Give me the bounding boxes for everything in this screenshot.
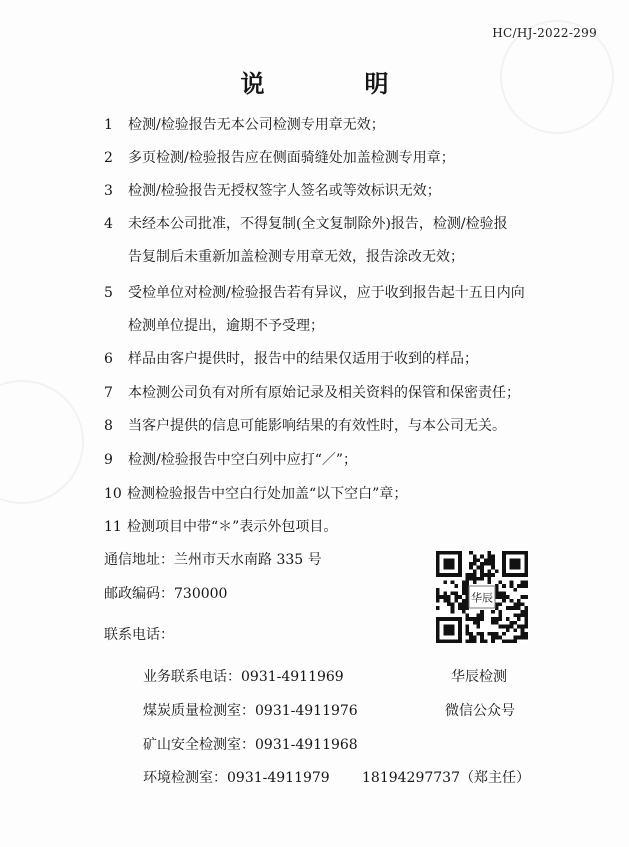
item-text: 检测项目中带“＊”表示外包项目。 <box>127 519 338 535</box>
qr-center-logo: 华辰 <box>470 591 494 605</box>
list-item <box>104 384 520 402</box>
item-text: 检测检验报告中空白行处加盖“以下空白”章； <box>127 486 408 502</box>
item-text: 受检单位对检测/检验报告若有异议，应于收到报告起十五日内向 <box>128 285 525 301</box>
item-number: 1 <box>104 117 113 133</box>
item-text: 样品由客户提供时，报告中的结果仅适用于收到的样品； <box>128 351 478 367</box>
item-text: 检测/检验报告无本公司检测专用章无效； <box>128 117 385 133</box>
phone-line: 业务联系电话：0931-4911969 <box>143 669 344 685</box>
item-text: 本检测公司负有对所有原始记录及相关资料的保管和保密责任； <box>128 385 520 401</box>
phone-line: 矿山安全检测室：0931-4911968 <box>143 737 358 753</box>
list-item <box>104 518 337 536</box>
list-item <box>104 485 407 503</box>
item-continuation: 告复制后未重新加盖检测专用章无效，报告涂改无效； <box>128 249 464 265</box>
phone-line: 煤炭质量检测室：0931-4911976 <box>143 703 358 719</box>
list-item <box>104 451 357 469</box>
page-title: 说 明 <box>240 69 427 98</box>
address-line: 通信地址：兰州市天水南路 335 号 <box>104 552 322 568</box>
item-text: 当客户提供的信息可能影响结果的有效性时，与本公司无关。 <box>128 418 506 434</box>
qr-code-icon[interactable] <box>436 551 528 643</box>
item-text: 检测/检验报告中空白列中应打“／”； <box>128 452 358 468</box>
phone-line: 环境检测室：0931-4911979 <box>143 770 330 786</box>
item-number: 2 <box>104 150 113 166</box>
list-item <box>104 417 506 435</box>
qr-caption: 华辰检测 <box>451 669 507 685</box>
postcode-line: 邮政编码：730000 <box>104 586 228 602</box>
item-number: 10 <box>104 486 122 502</box>
item-text: 检测/检验报告无授权签字人签名或等效标识无效； <box>128 183 441 199</box>
item-number: 3 <box>104 183 113 199</box>
item-number: 6 <box>104 351 113 367</box>
item-number: 5 <box>104 285 113 301</box>
mobile-number: 18194297737（郑主任） <box>362 770 530 786</box>
item-text: 多页检测/检验报告应在侧面骑缝处加盖检测专用章； <box>128 150 455 166</box>
item-number: 7 <box>104 385 113 401</box>
item-continuation: 检测单位提出，逾期不予受理； <box>128 318 324 334</box>
item-number: 11 <box>104 519 122 535</box>
faint-stamp-mark <box>0 380 84 504</box>
item-number: 9 <box>104 452 113 468</box>
list-item <box>104 149 455 167</box>
list-item <box>104 182 441 200</box>
phone-heading: 联系电话： <box>104 627 174 643</box>
document-code: HC/HJ-2022-299 <box>492 26 597 40</box>
list-item <box>104 116 385 134</box>
qr-caption: 微信公众号 <box>445 703 515 719</box>
item-number: 8 <box>104 418 113 434</box>
list-item <box>104 284 525 302</box>
list-item <box>104 215 508 233</box>
item-text: 未经本公司批准，不得复制(全文复制除外)报告，检测/检验报 <box>128 216 508 232</box>
list-item <box>104 350 478 368</box>
item-number: 4 <box>104 216 113 232</box>
